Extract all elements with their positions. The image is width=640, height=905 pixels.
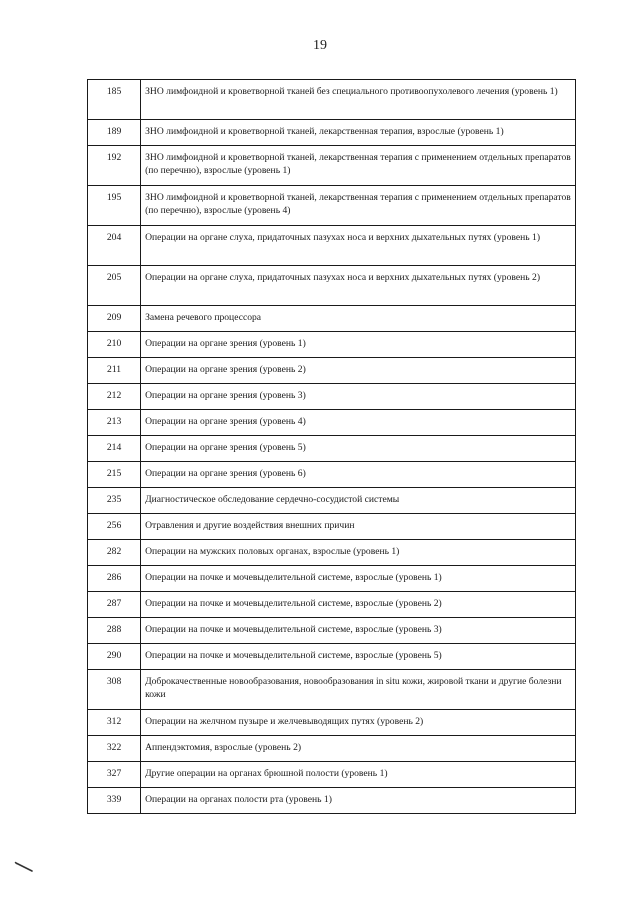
table-row — [88, 266, 576, 306]
row-code: 214 — [88, 436, 141, 462]
table-row — [88, 80, 576, 120]
row-code: 204 — [88, 226, 141, 266]
row-code: 339 — [88, 788, 141, 814]
row-code: 189 — [88, 120, 141, 146]
table-row — [88, 332, 576, 358]
table-row — [88, 226, 576, 266]
table-row — [88, 120, 576, 146]
row-description: Диагностическое обследование сердечно-сосудистой системы — [141, 488, 576, 514]
row-description: Операции на мужских половых органах, взрослые (уровень 1) — [141, 540, 576, 566]
row-code: 322 — [88, 736, 141, 762]
row-code: 209 — [88, 306, 141, 332]
row-code: 282 — [88, 540, 141, 566]
row-code: 215 — [88, 462, 141, 488]
row-code: 290 — [88, 644, 141, 670]
table-row — [88, 618, 576, 644]
row-code: 195 — [88, 186, 141, 226]
row-code: 327 — [88, 762, 141, 788]
row-description: Операции на почке и мочевыделительной системе, взрослые (уровень 5) — [141, 644, 576, 670]
table-row — [88, 384, 576, 410]
row-description: Другие операции на органах брюшной полости (уровень 1) — [141, 762, 576, 788]
row-code: 212 — [88, 384, 141, 410]
row-code: 286 — [88, 566, 141, 592]
row-description: Операции на желчном пузыре и желчевыводящих путях (уровень 2) — [141, 710, 576, 736]
row-description: Замена речевого процессора — [141, 306, 576, 332]
table-row — [88, 736, 576, 762]
row-code: 210 — [88, 332, 141, 358]
row-code: 235 — [88, 488, 141, 514]
table-row — [88, 306, 576, 332]
row-description: Операции на органе зрения (уровень 5) — [141, 436, 576, 462]
row-description: Доброкачественные новообразования, новообразования in situ кожи, жировой ткани и другие болезни кожи — [141, 670, 576, 710]
table-row — [88, 462, 576, 488]
row-description: Отравления и другие воздействия внешних причин — [141, 514, 576, 540]
table-row — [88, 410, 576, 436]
row-description: Операции на органе зрения (уровень 3) — [141, 384, 576, 410]
row-description: ЗНО лимфоидной и кроветворной тканей, лекарственная терапия, взрослые (уровень 1) — [141, 120, 576, 146]
row-code: 256 — [88, 514, 141, 540]
table-row — [88, 514, 576, 540]
table-row — [88, 788, 576, 814]
corner-mark-icon — [13, 860, 35, 874]
table-row — [88, 566, 576, 592]
row-description: Операции на почке и мочевыделительной системе, взрослые (уровень 3) — [141, 618, 576, 644]
row-description: ЗНО лимфоидной и кроветворной тканей без специального противоопухолевого лечения (уровень 1) — [141, 80, 576, 120]
table-row — [88, 186, 576, 226]
row-code: 185 — [88, 80, 141, 120]
row-description: Операции на органе зрения (уровень 6) — [141, 462, 576, 488]
table-row — [88, 762, 576, 788]
table-row — [88, 436, 576, 462]
table-row — [88, 710, 576, 736]
row-description: ЗНО лимфоидной и кроветворной тканей, лекарственная терапия с применением отдельных препаратов (по перечню), взрослые (уровень 1) — [141, 146, 576, 186]
row-code: 205 — [88, 266, 141, 306]
row-code: 308 — [88, 670, 141, 710]
row-description: Операции на органе слуха, придаточных пазухах носа и верхних дыхательных путях (уровень 1) — [141, 226, 576, 266]
table-row — [88, 488, 576, 514]
table-row — [88, 358, 576, 384]
codes-table — [87, 79, 576, 814]
row-code: 213 — [88, 410, 141, 436]
table-row — [88, 592, 576, 618]
row-code: 287 — [88, 592, 141, 618]
row-description: Операции на почке и мочевыделительной системе, взрослые (уровень 2) — [141, 592, 576, 618]
row-description: Операции на почке и мочевыделительной системе, взрослые (уровень 1) — [141, 566, 576, 592]
codes-table-body — [88, 80, 576, 814]
row-code: 312 — [88, 710, 141, 736]
row-description: Операции на органе зрения (уровень 2) — [141, 358, 576, 384]
row-code: 211 — [88, 358, 141, 384]
row-description: Операции на органе слуха, придаточных пазухах носа и верхних дыхательных путях (уровень 2) — [141, 266, 576, 306]
row-code: 192 — [88, 146, 141, 186]
row-description: Операции на органе зрения (уровень 4) — [141, 410, 576, 436]
row-description: Аппендэктомия, взрослые (уровень 2) — [141, 736, 576, 762]
table-row — [88, 644, 576, 670]
row-code: 288 — [88, 618, 141, 644]
row-description: Операции на органах полости рта (уровень 1) — [141, 788, 576, 814]
table-row — [88, 670, 576, 710]
page-number: 19 — [313, 38, 327, 53]
table-row — [88, 146, 576, 186]
row-description: ЗНО лимфоидной и кроветворной тканей, лекарственная терапия с применением отдельных препаратов (по перечню), взрослые (уровень 4) — [141, 186, 576, 226]
row-description: Операции на органе зрения (уровень 1) — [141, 332, 576, 358]
table-row — [88, 540, 576, 566]
